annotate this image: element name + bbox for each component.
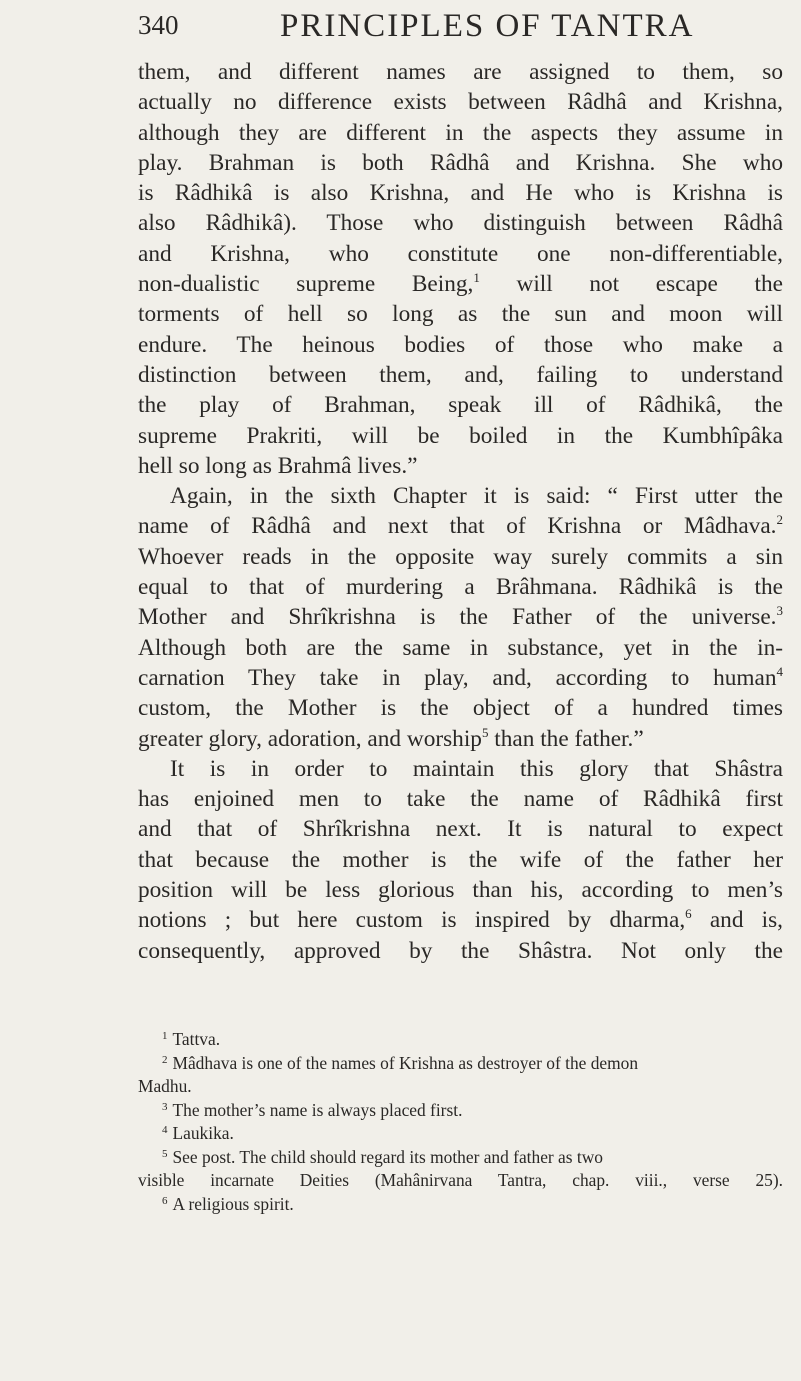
text-line: [138, 330, 783, 360]
text-line: [138, 633, 783, 663]
text-line: [138, 57, 783, 87]
text-line: [138, 269, 783, 299]
footnote-text: Mâdhava is one of the names of Krishna as destroyer of the demon: [172, 1052, 639, 1073]
line-text: play. Brahman is both Râdhâ and Krishna. She who: [138, 149, 783, 176]
line-text: greater glory, adoration, and worship: [138, 725, 482, 752]
footnote-text: See post. The child should regard its mother and father as two: [172, 1146, 603, 1167]
line-text: torments of hell so long as the sun and moon will: [138, 301, 783, 328]
footnote: [138, 1099, 783, 1123]
text-line: [138, 208, 783, 238]
line-text: custom, the Mother is the object of a hundred times: [138, 695, 783, 722]
footnote: [138, 1193, 783, 1217]
footnote-number: 2: [162, 1053, 168, 1066]
footnote: [138, 1028, 783, 1052]
line-text: and that of Shrîkrishna next. It is natural to expect: [138, 816, 783, 843]
text-line: [138, 602, 783, 632]
footnotes: [138, 1028, 783, 1216]
footnote-text: Tattva.: [172, 1029, 221, 1049]
footnote: [138, 1075, 783, 1099]
text-line: [138, 814, 783, 844]
line-text: name of Râdhâ and next that of Krishna or Mâdhava.: [138, 513, 777, 540]
text-line: [138, 87, 783, 117]
body-text: [138, 57, 783, 966]
text-line: [138, 845, 783, 875]
line-text: has enjoined men to take the name of Râdhikâ first: [138, 786, 783, 813]
footnote-text: A religious spirit.: [172, 1193, 294, 1214]
text-line: [138, 784, 783, 814]
line-text: distinction between them, and, failing to understand: [138, 361, 783, 388]
text-line: [138, 178, 783, 208]
line-text: also Râdhikâ). Those who distinguish between Râdhâ: [138, 210, 783, 237]
text-line: [138, 299, 783, 329]
footnote-text: The mother’s name is always placed first.: [172, 1099, 463, 1120]
footnote-number: 5: [162, 1147, 168, 1160]
line-text: carnation They take in play, and, according to human: [138, 664, 777, 691]
text-line: [138, 118, 783, 148]
text-line: [138, 572, 783, 602]
text-line: [138, 360, 783, 390]
text-line: [138, 239, 783, 269]
text-line: [138, 724, 783, 754]
line-text: supreme Prakriti, will be boiled in the Kumbhîpâka: [138, 422, 783, 449]
text-line: [138, 754, 783, 784]
text-line: [138, 542, 783, 572]
text-line: [138, 148, 783, 178]
line-text-after: and is,: [691, 907, 783, 934]
line-text: endure. The heinous bodies of those who make a: [138, 331, 783, 358]
text-line: [138, 663, 783, 693]
footnote-ref[interactable]: 5: [481, 724, 489, 740]
text-line: [138, 390, 783, 420]
footnote: [138, 1122, 783, 1146]
line-text: Mother and Shrîkrishna is the Father of the universe.: [138, 604, 777, 631]
footnote: [138, 1169, 783, 1193]
footnote: [138, 1052, 783, 1076]
footnote-number: 4: [162, 1124, 168, 1136]
footnote-ref[interactable]: 2: [776, 512, 783, 528]
text-line: [138, 481, 783, 511]
line-text: although they are different in the aspects they assume in: [138, 119, 783, 146]
text-line: [138, 421, 783, 451]
line-text: them, and different names are assigned to them, so: [138, 59, 783, 85]
footnote-text: Madhu.: [138, 1076, 192, 1096]
line-text-after: than the father.”: [488, 725, 644, 752]
line-text: Although both are the same in substance, yet in the in-: [138, 634, 783, 661]
page-number: 340: [138, 10, 179, 40]
text-line: [138, 875, 783, 905]
footnote-ref[interactable]: 3: [776, 603, 783, 619]
footnote-text: visible incarnate Deities (Mahânirvana Tantra, chap. viii., verse 25).: [138, 1170, 783, 1190]
line-text: position will be less glorious than his, according to men’s: [138, 877, 783, 904]
footnote: [138, 1146, 783, 1170]
text-line: [138, 693, 783, 723]
footnote-ref[interactable]: 4: [776, 663, 783, 679]
line-text: non-dualistic supreme Being,: [138, 271, 474, 298]
footnote-number: 1: [162, 1030, 168, 1042]
line-text: is Râdhikâ is also Krishna, and He who is Krishna is: [138, 180, 783, 207]
line-text: hell so long as Brahmâ lives.”: [138, 452, 418, 479]
line-text: consequently, approved by the Shâstra. Not only the: [138, 937, 783, 964]
line-text: actually no difference exists between Râdhâ and Krishna,: [138, 89, 783, 116]
line-text: equal to that of murdering a Brâhmana. Râdhikâ is the: [138, 574, 783, 601]
line-text: notions ; but here custom is inspired by dharma,: [138, 907, 686, 934]
line-text: It is in order to maintain this glory that Shâstra: [170, 755, 783, 782]
text-line: [138, 936, 783, 966]
running-head: PRINCIPLES OF TANTRA: [280, 8, 695, 44]
line-text: and Krishna, who constitute one non-differentiable,: [138, 240, 783, 267]
line-text: Again, in the sixth Chapter it is said: “ First utter the: [170, 483, 783, 510]
line-text: the play of Brahman, speak ill of Râdhikâ, the: [138, 392, 783, 419]
line-text-after: will not escape the: [479, 271, 783, 298]
page-header: [138, 8, 778, 50]
text-line: [138, 511, 783, 541]
line-text: that because the mother is the wife of the father her: [138, 846, 783, 873]
footnote-number: 3: [162, 1100, 168, 1113]
text-line: [138, 905, 783, 935]
line-text: Whoever reads in the opposite way surely commits a sin: [138, 543, 783, 570]
footnote-number: 6: [162, 1194, 168, 1207]
footnote-text: Laukika.: [172, 1123, 234, 1143]
footnote-ref[interactable]: 1: [473, 270, 480, 286]
footnote-ref[interactable]: 6: [685, 906, 692, 922]
text-line: [138, 451, 783, 481]
